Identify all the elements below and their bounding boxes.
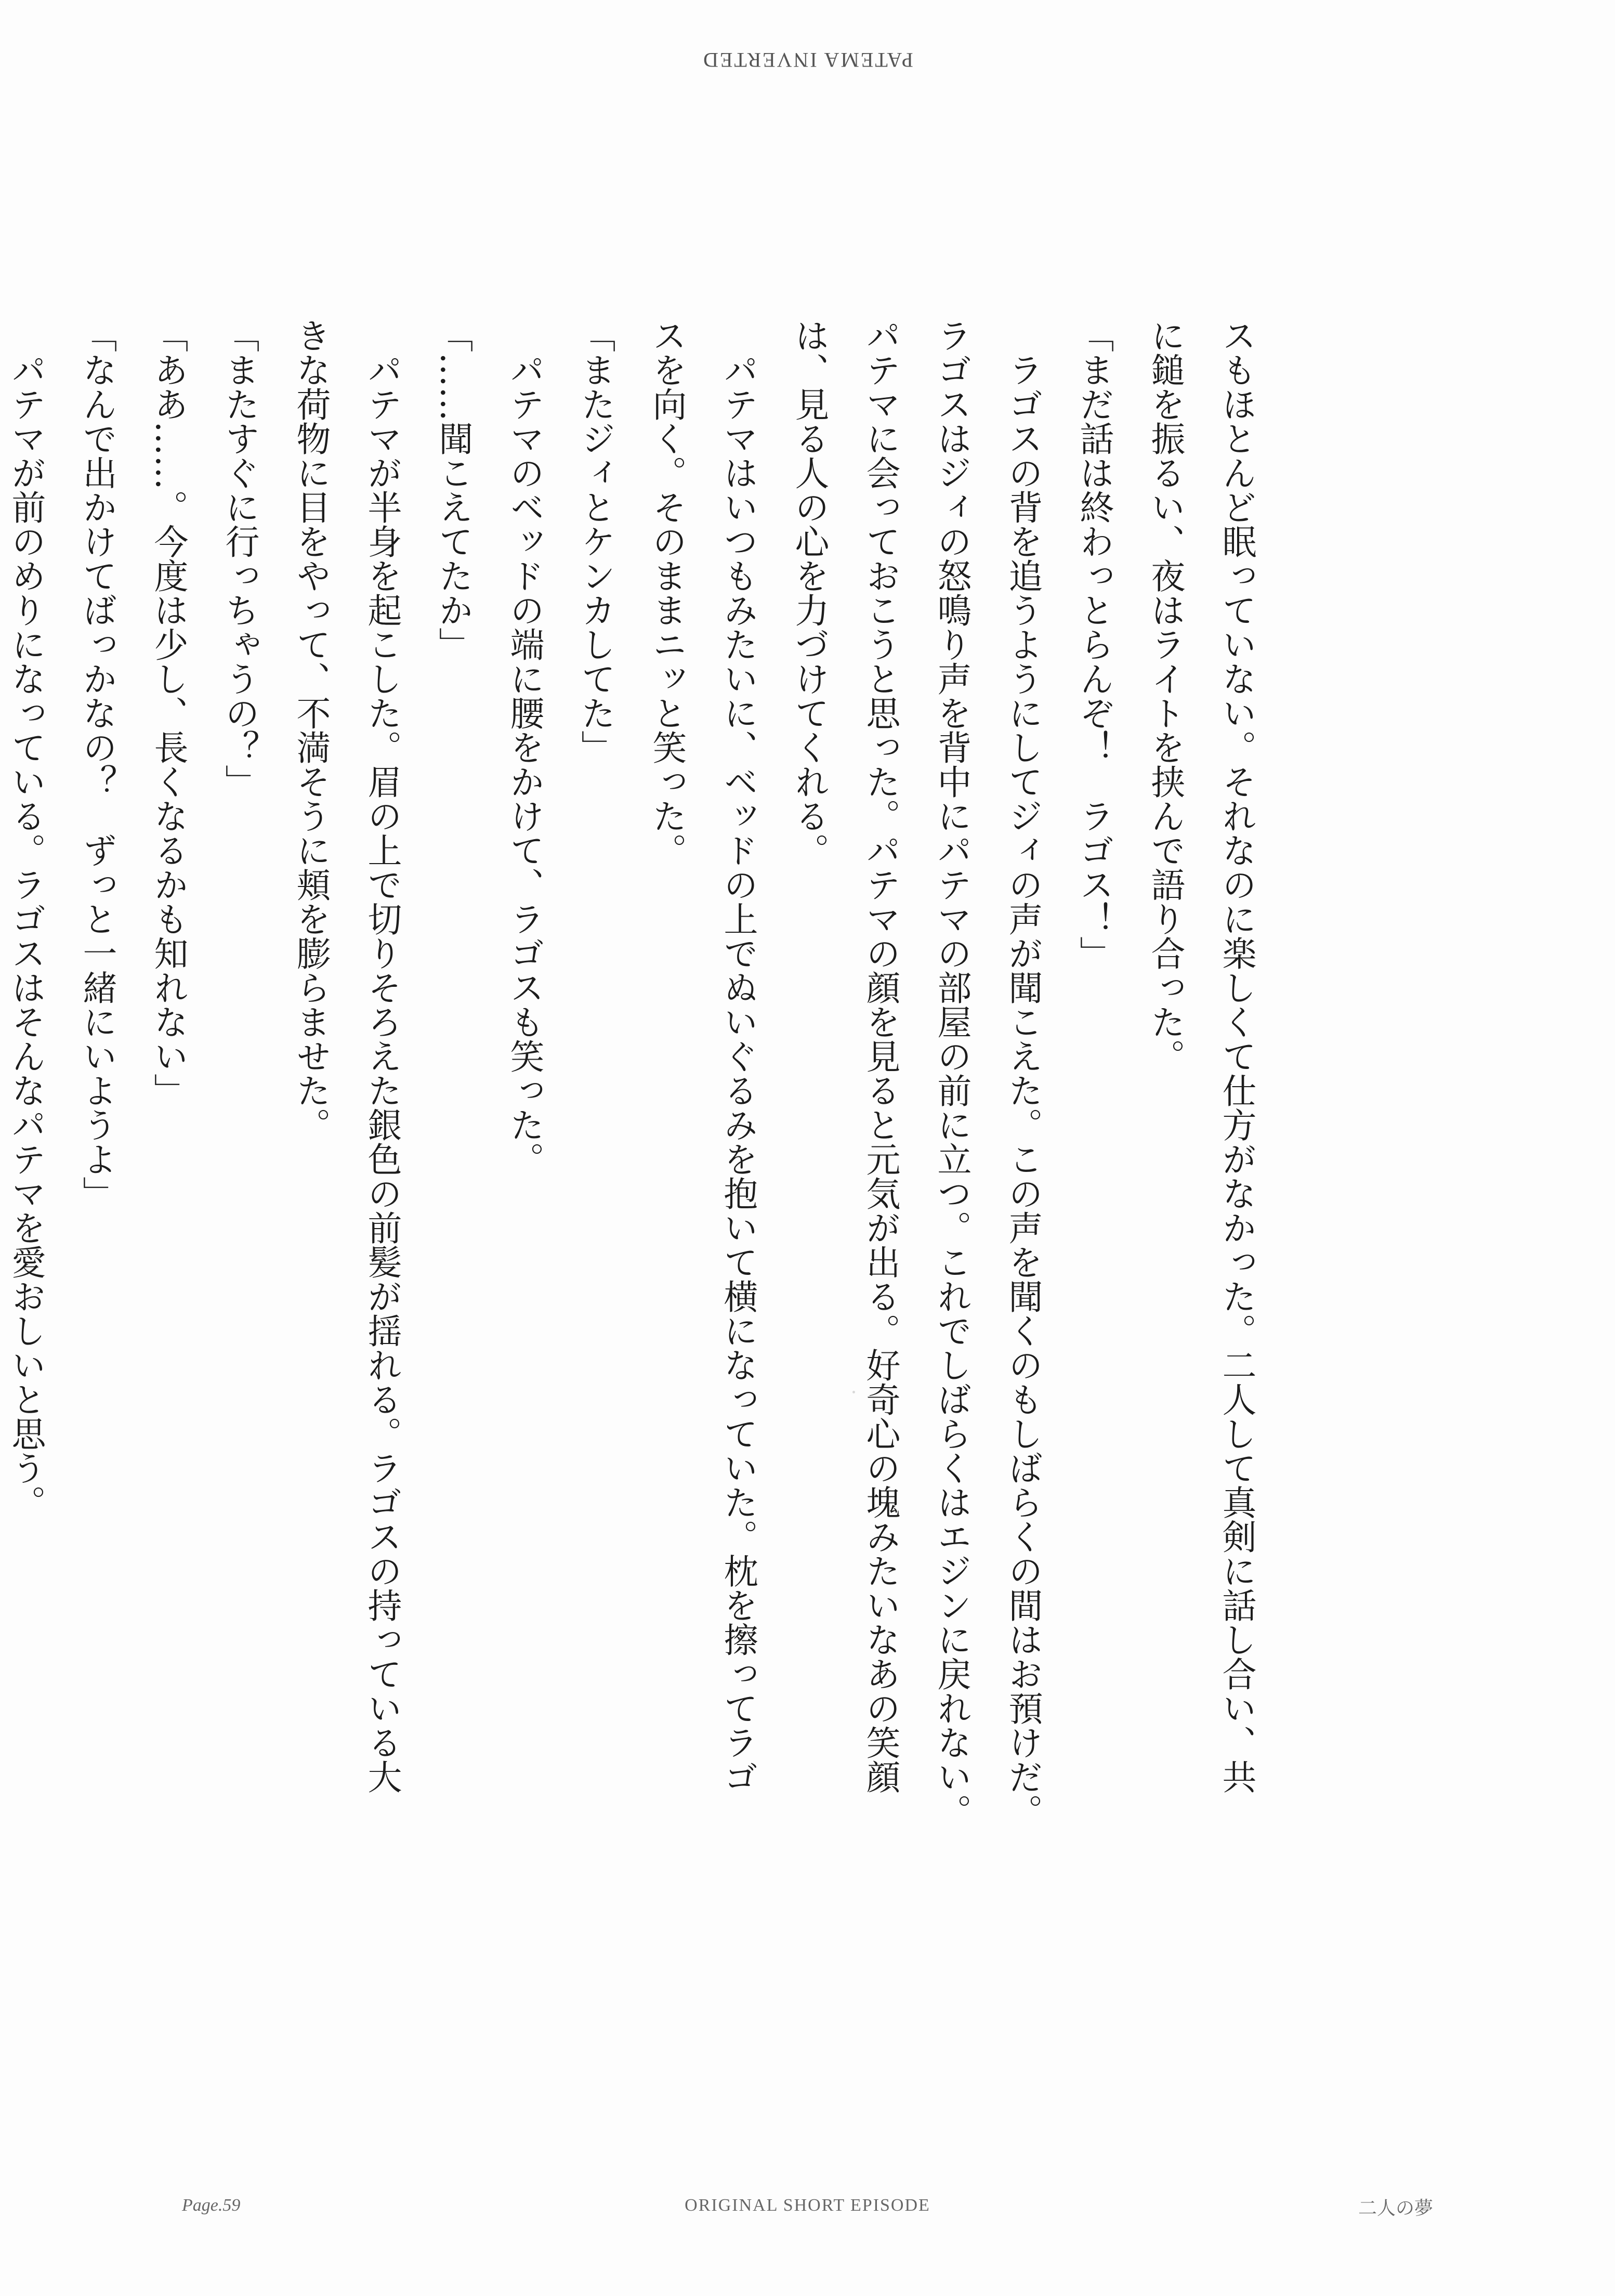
section-title: ORIGINAL SHORT EPISODE xyxy=(685,2196,930,2215)
text-line: 「まだ話は終わっとらんぞ！ ラゴス！」 xyxy=(1074,318,1114,970)
text-line: パテマが半身を起こした。眉の上で切りそろえた銀色の前髪が揺れる。ラゴスの持っている大 xyxy=(362,318,402,1794)
text-line: 「……聞こえてたか」 xyxy=(433,318,473,661)
text-line: は、見る人の心を力づけてくれる。 xyxy=(789,318,829,867)
chapter-title: 二人の夢 xyxy=(1358,2198,1433,2219)
page-number: Page.59 xyxy=(182,2196,241,2215)
text-line: パテマに会っておこうと思った。パテマの顔を見ると元気が出る。好奇心の塊みたいなあの笑顔 xyxy=(860,318,900,1794)
text-line: ラゴスの背を追うようにしてジィの声が聞こえた。この声を聞くのもしばらくの間はお預けだ。 xyxy=(1003,318,1043,1828)
paper-speck xyxy=(852,1391,855,1393)
text-line: 「ああ……。今度は少し、長くなるかも知れない」 xyxy=(148,318,188,1107)
text-line: パテマが前のめりになっている。ラゴスはそんなパテマを愛おしいと思う。 xyxy=(6,318,46,1519)
text-line: きな荷物に目をやって、不満そうに頬を膨らませた。 xyxy=(291,318,331,1142)
text-line: スもほとんど眠っていない。それなのに楽しくて仕方がなかった。二人して真剣に話し合い、共 xyxy=(1216,318,1256,1794)
text-line: 「なんで出かけてばっかなの？ ずっと一緒にいようよ」 xyxy=(77,318,117,1210)
text-line: 「またすぐに行っちゃうの？」 xyxy=(219,318,259,799)
running-head-title: PATEMA INVERTED xyxy=(702,48,913,72)
page-footer xyxy=(0,2196,1615,2227)
text-line: パテマはいつもみたいに、ベッドの上でぬいぐるみを抱いて横になっていた。枕を擦ってラゴ xyxy=(718,318,758,1794)
text-line: 「またジィとケンカしてた」 xyxy=(575,318,615,764)
text-line: に鎚を振るい、夜はライトを挟んで語り合った。 xyxy=(1145,318,1185,1073)
vertical-body-text xyxy=(0,318,1272,1930)
text-line: ラゴスはジィの怒鳴り声を背中にパテマの部屋の前に立つ。これでしばらくはエジンに戻れない。 xyxy=(931,318,971,1828)
text-line: スを向く。そのままニッと笑った。 xyxy=(647,318,687,867)
text-line: パテマのベッドの端に腰をかけて、ラゴスも笑った。 xyxy=(504,318,544,1176)
